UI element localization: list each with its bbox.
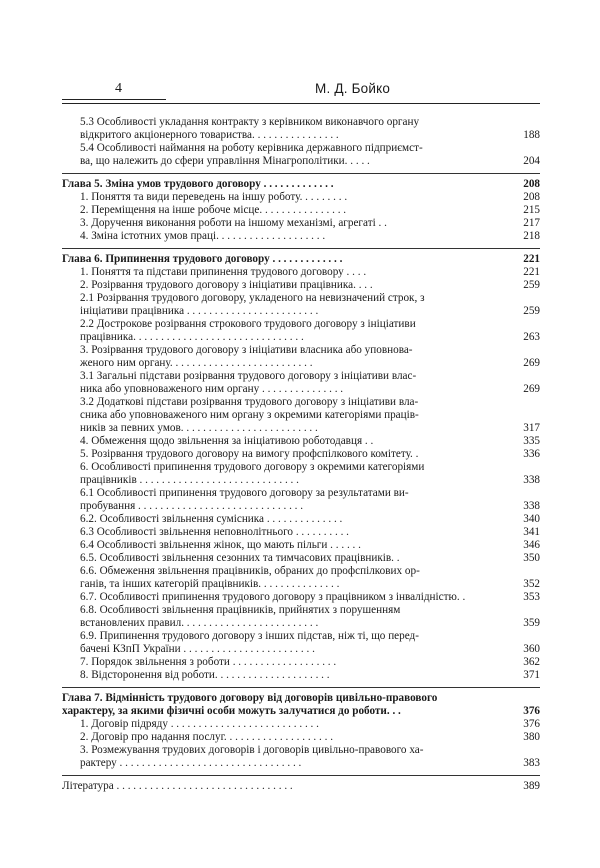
toc-entry-page: 335	[523, 435, 540, 447]
toc-entry-title: 2.2 Дострокове розірвання строкового трудового договору з ініціативи працівника. . . . . . . . . . . . . . . . . . . . . . . . . . . . . . .	[80, 318, 416, 343]
toc-entry	[62, 142, 540, 168]
toc-entry-page: 362	[523, 656, 540, 668]
toc-entry-page: 259	[523, 279, 540, 291]
toc-entry	[62, 370, 540, 396]
toc-entry-title: 5.4 Особливості наймання на роботу керівника державного підприємст- ва, що належить до сфери управління Мінагрополітики. . . . .	[80, 142, 423, 167]
toc-entry-page: 218	[523, 230, 540, 242]
toc-entry-title: 1. Поняття та види переведень на іншу роботу. . . . . . . . .	[80, 191, 348, 203]
toc-entry-title: 6.4 Особливості звільнення жінок, що мають пільги . . . . . .	[80, 539, 361, 551]
toc-entry-page: 269	[523, 383, 540, 395]
toc-chapter	[62, 253, 540, 266]
toc-entry-page: 383	[523, 757, 540, 769]
toc-entry	[62, 396, 540, 435]
toc-entry	[62, 318, 540, 344]
toc-entry-page: 269	[523, 357, 540, 369]
toc-entry-page: 317	[523, 422, 540, 434]
toc-entry	[62, 780, 540, 793]
toc-entry-page: 376	[523, 705, 540, 717]
toc-entry-title: 7. Порядок звільнення з роботи . . . . . . . . . . . . . . . . . . .	[80, 656, 337, 668]
toc-entry	[62, 552, 540, 565]
toc-entry-title: Глава 6. Припинення трудового договору . . . . . . . . . . . . .	[62, 253, 343, 265]
page-number: 4	[115, 81, 122, 96]
toc-entry	[62, 630, 540, 656]
section-divider	[62, 775, 540, 776]
toc-entry-page: 215	[523, 204, 540, 216]
toc-entry	[62, 204, 540, 217]
toc-entry-title: 3. Розмежування трудових договорів і договорів цивільно-правового ха- рактеру . . . . . . . . . . . . . . . . . . . . . . . . . . . . . . . . .	[80, 744, 424, 769]
toc-entry	[62, 669, 540, 682]
toc-entry-page: 338	[523, 500, 540, 512]
toc-entry-title: 2.1 Розірвання трудового договору, укладеного на невизначений строк, з ініціативи працівника . . . . . . . . . . . . . . . . . . . . . . . .	[80, 292, 425, 317]
toc-entry-title: 5.3 Особливості укладання контракту з керівником виконавчого органу відкритого акціонерного товариства. . . . . . . . . . . . . . . .	[80, 116, 420, 141]
toc-entry-title: 2. Розірвання трудового договору з ініціативи працівника. . . .	[80, 279, 373, 291]
toc-chapter	[62, 692, 540, 718]
section-divider	[62, 173, 540, 174]
toc-entry-title: 8. Відсторонення від роботи. . . . . . . . . . . . . . . . . . . . .	[80, 669, 330, 681]
header-rule	[62, 103, 540, 104]
toc-entry-page: 204	[523, 155, 540, 167]
toc-entry-title: Глава 7. Відмінність трудового договору від договорів цивільно-правового характеру, за якими фізичні особи можуть залучатися до роботи. . .	[62, 692, 438, 717]
toc-entry-title: 6.1 Особливості припинення трудового договору за результатами ви- пробування . . . . . . . . . . . . . . . . . . . . . . . . . . . . . .	[80, 487, 409, 512]
toc-entry	[62, 217, 540, 230]
toc-entry-page: 380	[523, 731, 540, 743]
toc-entry-page: 341	[523, 526, 540, 538]
toc-entry	[62, 279, 540, 292]
toc-entry-page: 376	[523, 718, 540, 730]
toc-entry-title: 1. Договір підряду . . . . . . . . . . . . . . . . . . . . . . . . . . .	[80, 718, 319, 730]
toc-entry	[62, 344, 540, 370]
toc-entry	[62, 656, 540, 669]
toc-entry	[62, 565, 540, 591]
header-rule-left	[62, 99, 166, 100]
toc-entry	[62, 526, 540, 539]
section-divider	[62, 687, 540, 688]
toc-entry	[62, 435, 540, 448]
toc-entry-page: 221	[523, 266, 540, 278]
section-divider	[62, 248, 540, 249]
table-of-contents	[62, 116, 540, 793]
toc-entry-page: 338	[523, 474, 540, 486]
toc-entry	[62, 604, 540, 630]
toc-entry-page: 217	[523, 217, 540, 229]
toc-entry-page: 389	[523, 780, 540, 792]
toc-entry	[62, 266, 540, 279]
toc-entry-page: 336	[523, 448, 540, 460]
toc-entry-page: 371	[523, 669, 540, 681]
toc-entry-title: 4. Зміна істотних умов праці. . . . . . . . . . . . . . . . . . . .	[80, 230, 326, 242]
toc-chapter	[62, 178, 540, 191]
toc-entry-page: 346	[523, 539, 540, 551]
toc-entry-title: 6.6. Обмеження звільнення працівників, обраних до профспілкових ор- ганів, та інших категорій працівників. . . . . . . . . . . . . . .	[80, 565, 420, 590]
toc-entry-page: 208	[523, 178, 540, 190]
toc-entry	[62, 731, 540, 744]
toc-entry-title: 3. Розірвання трудового договору з ініціативи власника або уповнова- женого ним органу. . . . . . . . . . . . . . . . . . . . . . . . . .	[80, 344, 413, 369]
page-header	[62, 78, 540, 104]
toc-entry	[62, 116, 540, 142]
toc-entry	[62, 461, 540, 487]
toc-entry-title: 2. Договір про надання послуг. . . . . . . . . . . . . . . . . . . .	[80, 731, 334, 743]
toc-entry	[62, 191, 540, 204]
toc-entry-title: 6.9. Припинення трудового договору з інших підстав, ніж ті, що перед- бачені КЗпП України . . . . . . . . . . . . . . . . . . . . . . . .	[80, 630, 419, 655]
toc-entry	[62, 591, 540, 604]
toc-entry-title: 6. Особливості припинення трудового договору з окремими категоріями працівників . . . . . . . . . . . . . . . . . . . . . . . . . . . . .	[80, 461, 425, 486]
toc-entry-title: 1. Поняття та підстави припинення трудового договору . . . .	[80, 266, 367, 278]
toc-entry-title: 2. Переміщення на інше робоче місце. . . . . . . . . . . . . . . .	[80, 204, 347, 216]
toc-entry-title: 3. Доручення виконання роботи на іншому механізмі, агрегаті . .	[80, 217, 387, 229]
toc-entry	[62, 292, 540, 318]
toc-entry-page: 340	[523, 513, 540, 525]
toc-entry-page: 188	[523, 129, 540, 141]
toc-entry-page: 263	[523, 331, 540, 343]
toc-entry	[62, 487, 540, 513]
toc-entry-title: 6.8. Особливості звільнення працівників, прийнятих з порушенням встановлених правил. . . . . . . . . . . . . . . . . . . . . . . . .	[80, 604, 401, 629]
toc-entry-title: 4. Обмеження щодо звільнення за ініціативою роботодавця . .	[80, 435, 374, 447]
toc-entry-page: 259	[523, 305, 540, 317]
toc-entry	[62, 539, 540, 552]
toc-entry	[62, 744, 540, 770]
toc-entry-title: Література . . . . . . . . . . . . . . . . . . . . . . . . . . . . . . . .	[62, 780, 293, 792]
toc-entry	[62, 230, 540, 243]
toc-entry-page: 353	[523, 591, 540, 603]
toc-entry-page: 352	[523, 578, 540, 590]
toc-entry-title: 3.1 Загальні підстави розірвання трудового договору з ініціативи влас- ника або уповноваженого ним органу . . . . . . . . . . . . . . .	[80, 370, 417, 395]
toc-entry	[62, 513, 540, 526]
toc-entry-title: 5. Розірвання трудового договору на вимогу профспілкового комітету. .	[80, 448, 419, 460]
toc-entry-title: 6.3 Особливості звільнення неповнолітнього . . . . . . . . . .	[80, 526, 349, 538]
toc-entry-title: 3.2 Додаткові підстави розірвання трудового договору з ініціативи вла- сника або уповноваженого ним органу з окремими категоріями праців- ників за певних умов. . . . . . . . . . . . . . . . . . . . . . . . .	[80, 396, 419, 434]
toc-entry-title: Глава 5. Зміна умов трудового договору . . . . . . . . . . . . .	[62, 178, 334, 190]
running-author: М. Д. Бойко	[315, 81, 391, 96]
toc-entry-page: 359	[523, 617, 540, 629]
toc-entry	[62, 448, 540, 461]
toc-entry-title: 6.7. Особливості припинення трудового договору з працівником з інвалідністю. .	[80, 591, 466, 603]
toc-entry	[62, 718, 540, 731]
toc-entry-page: 221	[523, 253, 540, 265]
toc-entry-page: 360	[523, 643, 540, 655]
toc-entry-page: 208	[523, 191, 540, 203]
toc-entry-page: 350	[523, 552, 540, 564]
toc-entry-title: 6.5. Особливості звільнення сезонних та тимчасових працівників. .	[80, 552, 400, 564]
toc-entry-title: 6.2. Особливості звільнення сумісника . . . . . . . . . . . . . .	[80, 513, 343, 525]
